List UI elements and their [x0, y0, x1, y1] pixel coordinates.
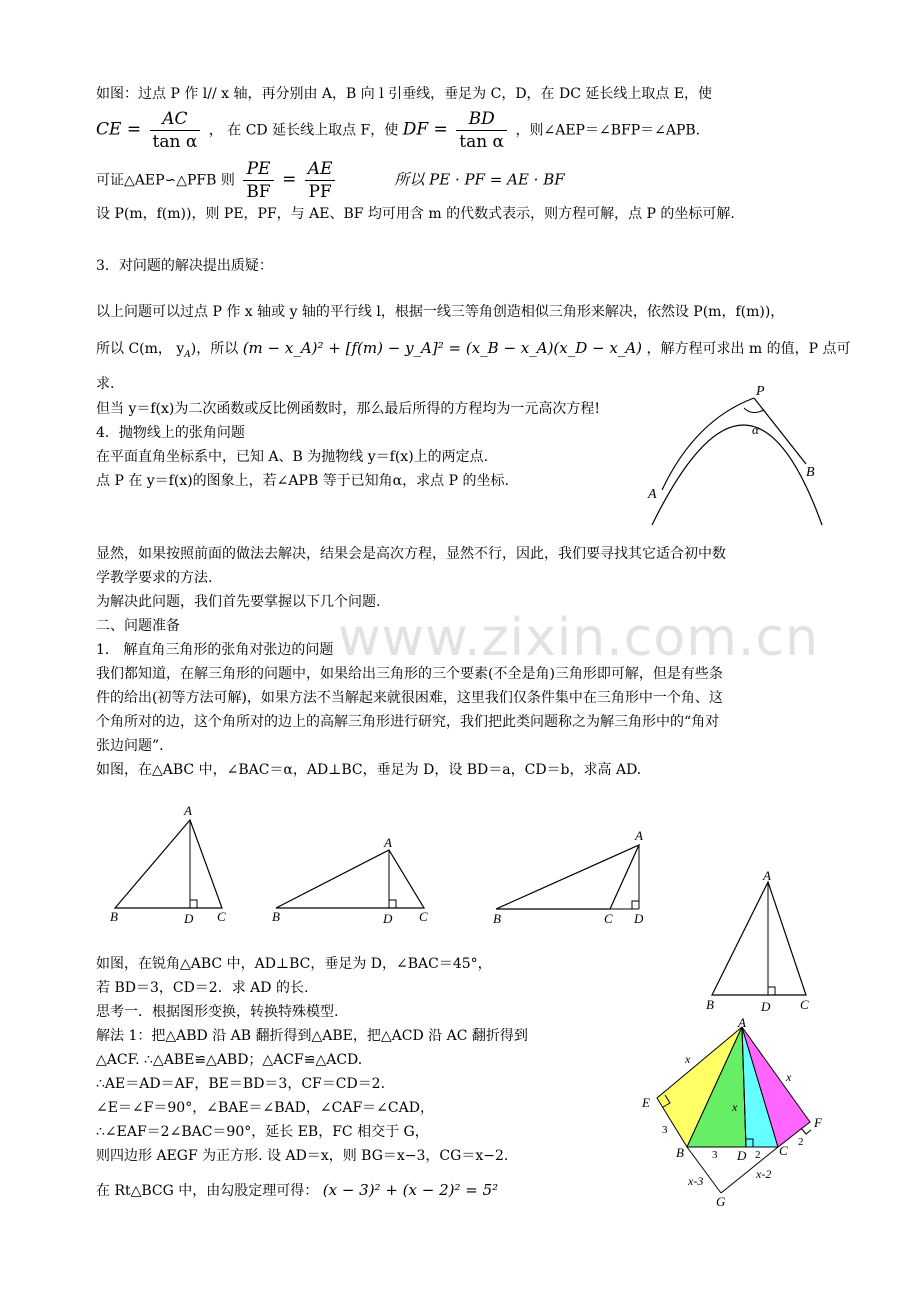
equals: =: [282, 169, 297, 190]
text-line: 设 P(m，f(m))，则 PE，PF，与 AE、BF 均可用含 m 的代数式表示，则方程可解，点 P 的坐标可解.: [96, 206, 735, 222]
angle-arc: [744, 408, 764, 413]
fraction-ce: $\frac{AC}{\text{tan α}}$: [150, 108, 201, 153]
label-d: D: [737, 1148, 747, 1163]
label-x-3: x-3: [688, 1174, 704, 1188]
label-a: A: [384, 835, 392, 850]
label-b: B: [676, 1145, 684, 1160]
label-x-ae: x: [685, 1052, 691, 1066]
label-p: P: [756, 384, 765, 399]
sub-a: A: [184, 349, 191, 360]
text-line: 解法 1：把△ABD 沿 AB 翻折得到△ABE，把△ACD 沿 AC 翻折得到: [96, 1028, 528, 1044]
label-d: D: [634, 911, 644, 926]
formula-line-2: [96, 158, 565, 203]
fraction-pe-bf: $\frac{PE}{BF}$: [243, 158, 273, 203]
label-b: B: [272, 909, 280, 924]
ce-lhs: CE =: [96, 119, 142, 140]
text-line: 但当 y＝f(x)为二次函数或反比例函数时，那么最后所得的方程均为一元高次方程!: [96, 401, 600, 417]
label-c: C: [604, 911, 613, 926]
text-line: 求.: [96, 376, 115, 392]
equation: (x − 3)² + (x − 2)² = 5²: [322, 1181, 499, 1199]
fraction-ae-pf: $\frac{AE}{PF}$: [305, 158, 336, 203]
watermark: www.zixin.com.cn: [338, 608, 819, 668]
right-angle-3: [632, 901, 639, 909]
label-a: A: [648, 487, 657, 502]
right-angle: [768, 987, 775, 995]
section-title: 3．对问题的解决提出质疑：: [96, 258, 273, 274]
right-angle-f: [801, 1128, 811, 1134]
label-d: D: [761, 999, 771, 1014]
text-line: 如图，在锐角△ABC 中，AD⊥BC，垂足为 D，∠BAC＝45°，: [96, 956, 492, 972]
text-line: ∴∠EAF＝2∠BAC＝90°，延长 EB，FC 相交于 G，: [96, 1124, 429, 1140]
text-line: 张边问题”.: [96, 738, 164, 754]
text-line: 如图：过点 P 作 l// x 轴，再分别由 A，B 向 l 引垂线，垂足为 C，D，在 DC 延长线上取点 E，使: [96, 86, 713, 102]
text-line: ∴AE＝AD＝AF，BE＝BD＝3，CF＝CD＝2.: [96, 1076, 386, 1092]
label-c: C: [800, 997, 809, 1012]
text-l2b: )，所以: [190, 341, 239, 357]
label-3-bd: 3: [712, 1149, 718, 1161]
text-l3b: 所以 PE · PF = AE · BF: [394, 170, 565, 189]
label-g: G: [716, 1194, 726, 1209]
text-line: 思考一．根据图形变换，转换特殊模型.: [96, 1004, 339, 1020]
text-l2a: 所以 C(m， y: [96, 341, 185, 357]
label-c: C: [779, 1143, 788, 1158]
text-line: 若 BD＝3，CD＝2．求 AD 的长.: [96, 980, 309, 996]
text-line: 则四边形 AEGF 为正方形. 设 AD＝x，则 BG＝x−3，CG＝x−2.: [96, 1148, 509, 1164]
label-3-be: 3: [662, 1124, 668, 1136]
triangles-figure: [100, 800, 660, 930]
equation: (m − x_A)² + [f(m) − y_A]² = (x_B − x_A)(x_D − x_A): [242, 339, 643, 357]
label-a: A: [738, 1015, 746, 1030]
label-b: B: [706, 997, 714, 1012]
formula-line-3: [96, 338, 851, 365]
label-x-af: x: [786, 1070, 792, 1084]
text-l3a: 可证△AEP∽△PFB 则: [96, 172, 235, 189]
text-line: 如图，在△ABC 中，∠BAC＝α，AD⊥BC，垂足为 D，设 BD＝a，CD＝b，求高 AD.: [96, 762, 642, 778]
triangle-abc: [712, 882, 806, 995]
label-b: B: [806, 465, 815, 480]
label-alpha: α: [752, 422, 759, 437]
label-d: D: [184, 911, 194, 926]
triangle-3: [496, 845, 639, 909]
label-a: A: [763, 868, 771, 883]
text-line: △ACF. ∴△ABE≌△ABD；△ACF≌△ACD.: [96, 1052, 363, 1068]
label-c: C: [419, 909, 428, 924]
text-l2c: ，解方程可求出 m 的值，P 点可: [646, 341, 851, 357]
text-line: 显然，如果按照前面的做法去解决，结果会是高次方程，显然不行，因此，我们要寻找其它适合初中数: [96, 546, 726, 562]
label-f: F: [814, 1115, 822, 1130]
triangle-1: [115, 820, 222, 908]
acute-triangle-figure: [700, 868, 820, 1018]
subsection-heading: 1． 解直角三角形的张角对张边的问题: [96, 642, 334, 658]
text-line: ∠E＝∠F＝90°，∠BAE＝∠BAD，∠CAF＝∠CAD，: [96, 1100, 434, 1116]
right-angle-1: [190, 900, 197, 908]
text-line: 个角所对的边，这个角所对的边上的高解三角形进行研究，我们把此类问题称之为解三角形中的“角对: [96, 714, 720, 730]
section-heading: 二、问题准备: [96, 618, 180, 634]
triangle-2: [276, 850, 424, 908]
right-angle-2: [389, 900, 396, 908]
label-e: E: [642, 1095, 650, 1110]
section-title: 4．抛物线上的张角问题: [96, 425, 245, 441]
parabola-curve: [652, 425, 822, 525]
label-b: B: [493, 911, 501, 926]
text-tail: ，则∠AEP＝∠BFP＝∠APB.: [515, 122, 701, 139]
folding-square-figure: [630, 1015, 830, 1210]
label-d: D: [383, 911, 393, 926]
label-x-2: x-2: [756, 1167, 772, 1181]
text-line: 在平面直角坐标系中，已知 A、B 为抛物线 y＝f(x)上的两定点.: [96, 449, 489, 465]
text-line: 学教学要求的方法.: [96, 570, 213, 586]
label-c: C: [217, 909, 226, 924]
text-line: 我们都知道，在解三角形的问题中，如果给出三角形的三个要素(不全是角)三角形即可解，但是有些条: [96, 666, 723, 682]
chord-p-b: [754, 398, 806, 464]
text-l10: 在 Rt△BCG 中，由勾股定理可得：: [96, 1183, 319, 1199]
label-a: A: [635, 828, 643, 843]
formula-line: [96, 108, 700, 153]
text-line: 件的给出(初等方法可解)，如果方法不当解起来就很困难，这里我们仅条件集中在三角形中一个角、这: [96, 690, 723, 706]
label-x-ad: x: [732, 1100, 738, 1114]
chord-a-p: [662, 398, 754, 490]
fraction-df: $\frac{BD}{\text{tan α}}$: [456, 108, 507, 153]
text-line: 为解决此问题，我们首先要掌握以下几个问题.: [96, 594, 381, 610]
df-lhs: DF =: [402, 119, 448, 140]
text-line: 以上问题可以过点 P 作 x 轴或 y 轴的平行线 l，根据一线三等角创造相似三角形来解决，依然设 P(m，f(m))，: [96, 304, 785, 320]
label-b: B: [110, 909, 118, 924]
text-line: 点 P 在 y＝f(x)的图象上，若∠APB 等于已知角α，求点 P 的坐标.: [96, 473, 509, 489]
label-2-cf: 2: [798, 1136, 804, 1148]
formula-line-4: [96, 1180, 498, 1201]
label-2-cd: 2: [755, 1149, 761, 1161]
label-a: A: [184, 803, 192, 818]
text-mid: ， 在 CD 延长线上取点 F，使: [208, 122, 399, 139]
parabola-figure: [640, 380, 840, 530]
